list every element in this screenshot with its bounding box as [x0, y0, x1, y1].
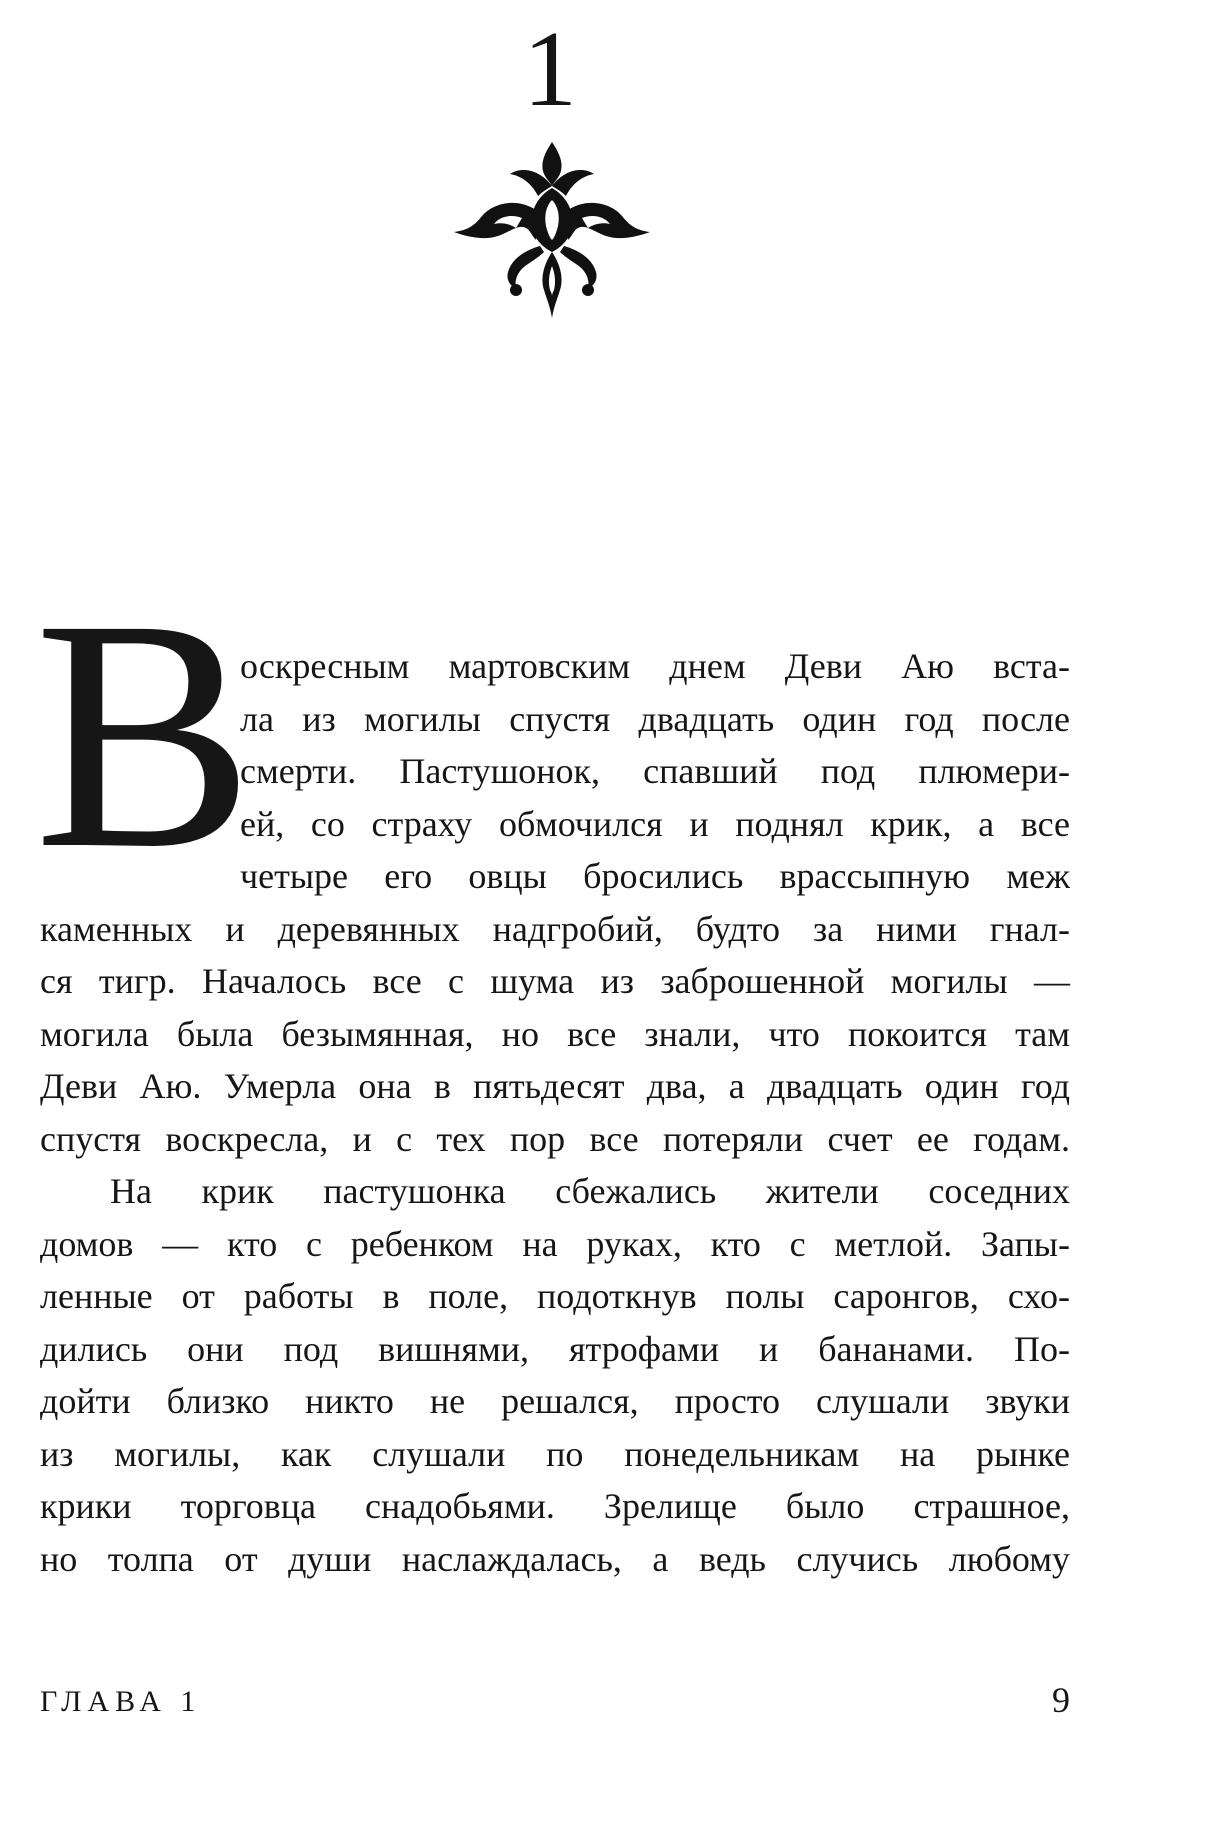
text-line: спустя воскресла, и с тех пор все потеряли счет ее годам. [40, 1118, 1070, 1159]
running-head: ГЛАВА 1 [40, 1685, 202, 1718]
text-line: из могилы, как слушали по понедельникам на рынке [40, 1433, 1070, 1474]
text-line: смерти. Пастушонок, спавший под плюмери- [240, 751, 1070, 791]
chapter-number: 1 [523, 10, 577, 129]
text-line: четыре его овцы бросились врассыпную меж [240, 856, 1070, 896]
floral-ornament-icon [452, 140, 652, 320]
page-number: 9 [1052, 1680, 1070, 1720]
text-line: ленные от работы в поле, подоткнув полы саронгов, схо- [40, 1276, 1070, 1316]
text-line: На крик пастушонка сбежались жители соседних [110, 1171, 1070, 1211]
drop-cap-letter: В [34, 552, 255, 917]
text-line: дойти близко никто не решался, просто слушали звуки [40, 1381, 1070, 1421]
text-line: могила была безымянная, но все знали, что покоится там [40, 1013, 1070, 1054]
text-line: каменных и деревянных надгробий, будто за ними гнал- [40, 908, 1070, 949]
text-line: крики торговца снадобьями. Зрелище было страшное, [40, 1486, 1070, 1526]
text-line: дились они под вишнями, ятрофами и бананами. По- [40, 1328, 1070, 1369]
text-line: Деви Аю. Умерла она в пятьдесят два, а двадцать один год [40, 1066, 1070, 1106]
text-line: ся тигр. Началось все с шума из заброшенной могилы — [40, 961, 1070, 1001]
text-line: ей, со страху обмочился и поднял крик, а все [240, 803, 1070, 844]
chapter-body-text [40, 640, 1070, 1585]
text-line: оскресным мартовским днем Деви Аю вста- [240, 646, 1070, 686]
text-line: домов — кто с ребенком на руках, кто с метлой. Запы- [40, 1223, 1070, 1264]
text-line: но толпа от души наслаждалась, а ведь случись любому [40, 1538, 1070, 1579]
text-line: ла из могилы спустя двадцать один год после [240, 698, 1070, 739]
